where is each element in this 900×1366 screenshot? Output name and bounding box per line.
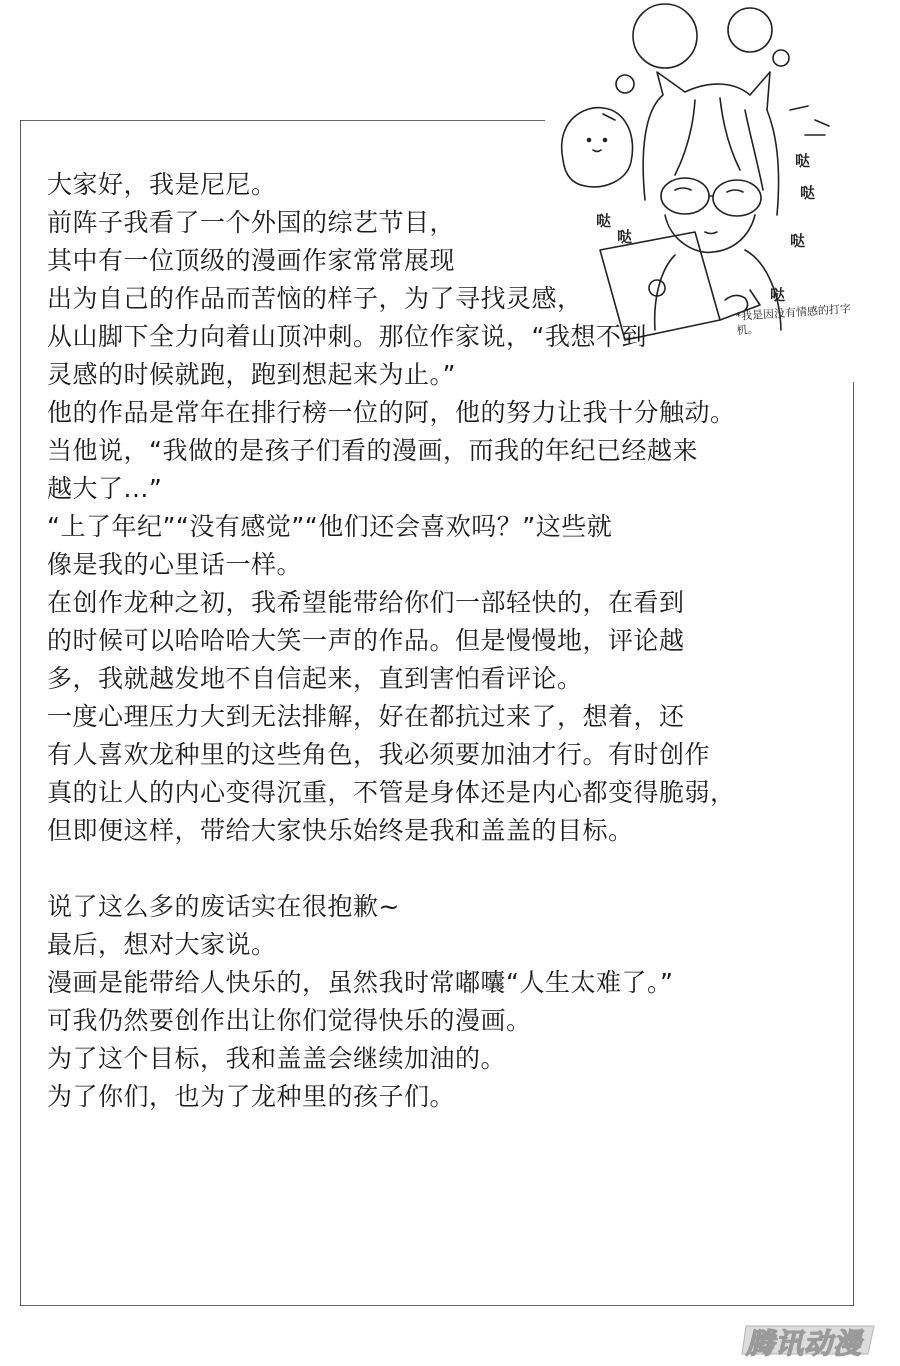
sfx-text: 哒	[596, 212, 612, 230]
letter-line: 漫画是能带给人快乐的，虽然我时常嘟囔“人生太难了。”	[47, 968, 674, 997]
letter-line: 最后，想对大家说。	[47, 930, 277, 959]
letter-line: “上了年纪”“没有感觉”“他们还会喜欢吗？”这些就	[47, 512, 613, 541]
letter-line: 为了你们，也为了龙种里的孩子们。	[47, 1082, 456, 1111]
letter-line: 真的让人的内心变得沉重，不管是身体还是内心都变得脆弱，	[47, 778, 736, 807]
letter-line: 从山脚下全力向着山顶冲刺。那位作家说，“我想不到	[47, 322, 647, 351]
sfx-text: 哒	[790, 232, 806, 250]
letter-line: 说了这么多的废话实在很抱歉~	[47, 892, 400, 921]
letter-line: 多，我就越发地不自信起来，直到害怕看评论。	[47, 664, 583, 693]
letter-line: 一度心理压力大到无法排解，好在都抗过来了，想着，还	[47, 702, 685, 731]
watermark-text: 腾讯动漫	[746, 1327, 863, 1360]
sfx-text: 哒	[795, 152, 811, 170]
letter-line: 有人喜欢龙种里的这些角色，我必须要加油才行。有时创作	[47, 740, 711, 769]
letter-line: 像是我的心里话一样。	[47, 550, 303, 579]
letter-line: 可我仍然要创作出让你们觉得快乐的漫画。	[47, 1006, 532, 1035]
letter-line: 出为自己的作品而苦恼的样子，为了寻找灵感，	[47, 284, 583, 313]
letter-line: 但即便这样，带给大家快乐始终是我和盖盖的目标。	[47, 816, 634, 845]
thought-bubble-medium	[728, 8, 772, 52]
letter-line: 大家好，我是尼尼。	[47, 170, 277, 199]
doodle-note: *我是因没有情感的打字机。	[735, 302, 852, 338]
letter-line: 他的作品是常年在排行榜一位的阿，他的努力让我十分触动。	[47, 398, 736, 427]
letter-line: 为了这个目标，我和盖盖会继续加油的。	[47, 1044, 507, 1073]
letter-line: 灵感的时候就跑，跑到想起来为止。”	[47, 360, 456, 389]
letter-line: 在创作龙种之初，我希望能带给你们一部轻快的，在看到	[47, 588, 685, 617]
letter-line: 的时候可以哈哈哈大笑一声的作品。但是慢慢地，评论越	[47, 626, 685, 655]
letter-body	[47, 166, 847, 1116]
sfx-text: 哒	[617, 228, 633, 246]
letter-line: 当他说，“我做的是孩子们看的漫画，而我的年纪已经越来	[47, 436, 698, 465]
thought-bubble-large	[633, 4, 697, 68]
blank-line	[47, 850, 847, 888]
sfx-text: 哒	[770, 286, 786, 304]
letter-line: 前阵子我看了一个外国的综艺节目，	[47, 208, 456, 237]
letter-line: 越大了...”	[47, 474, 163, 503]
sfx-text: 哒	[800, 184, 816, 202]
letter-line: 其中有一位顶级的漫画作家常常展现	[47, 246, 456, 275]
